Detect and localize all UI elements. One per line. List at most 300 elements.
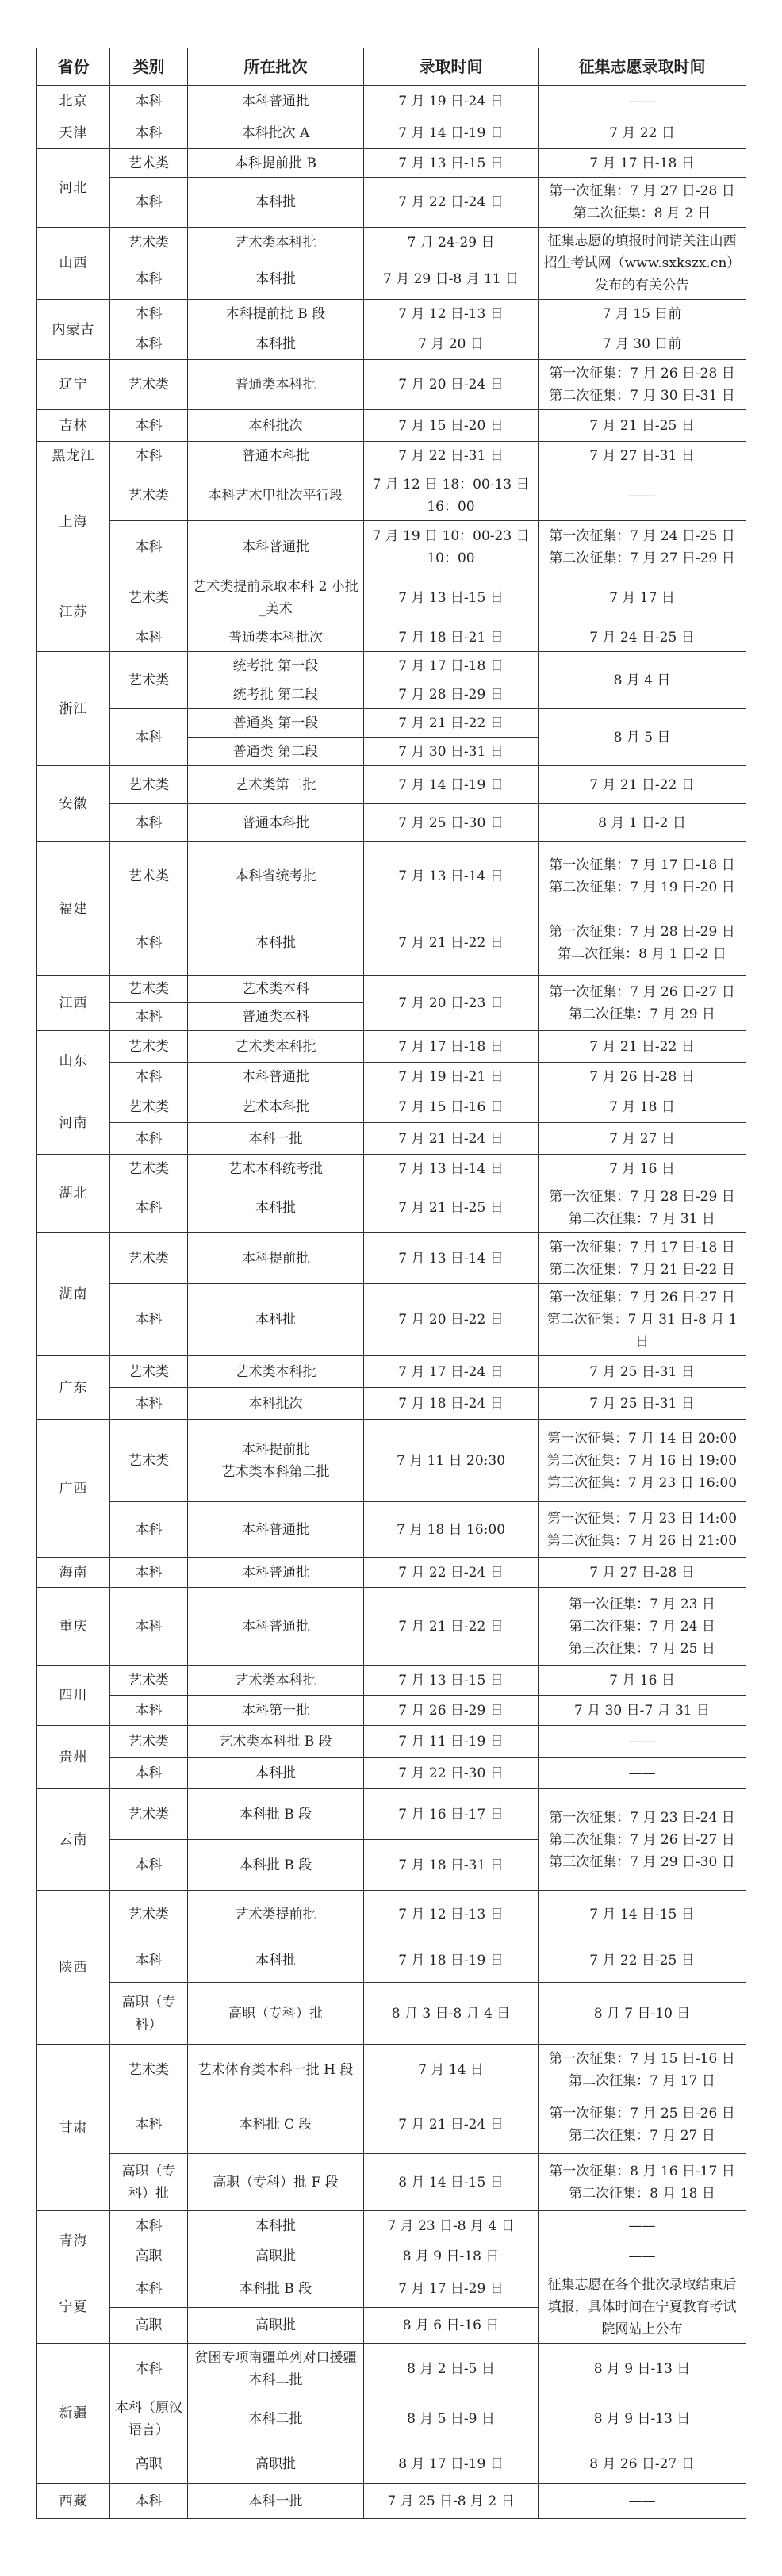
admission-time-cell: 7 月 15 日-20 日 (364, 410, 539, 442)
category-cell: 本科 (110, 86, 188, 117)
table-row (37, 470, 746, 521)
batch-cell: 本科艺术甲批次平行段 (188, 470, 364, 521)
supplementary-time-cell: —— (539, 1758, 746, 1789)
province-cell: 山西 (37, 228, 110, 300)
category-cell: 本科 (110, 1502, 188, 1558)
supplementary-time-cell: 第一次征集：7 月 28 日-29 日 第二次征集：7 月 31 日 (539, 1183, 746, 1233)
table-row (37, 623, 746, 652)
batch-cell: 本科批 (188, 178, 364, 228)
batch-cell: 本科批 B 段 (188, 2271, 364, 2308)
admission-time-cell: 7 月 22 日-30 日 (364, 1758, 539, 1789)
table-row (37, 1666, 746, 1696)
batch-cell: 艺术类本科批 B 段 (188, 1726, 364, 1758)
batch-cell: 本科普通批 (188, 86, 364, 117)
table-row (37, 521, 746, 573)
category-cell: 艺术类 (110, 1233, 188, 1284)
province-cell: 河北 (37, 149, 110, 228)
category-cell: 艺术类 (110, 2045, 188, 2095)
supplementary-time-cell: 7 月 15 日前 (539, 300, 746, 328)
category-cell: 本科 (110, 1063, 188, 1091)
table-row (37, 328, 746, 360)
admission-time-cell: 7 月 21 日-24 日 (364, 2095, 539, 2154)
supplementary-time-cell: 7 月 30 日前 (539, 328, 746, 360)
admission-time-cell: 7 月 11 日 20:30 (364, 1420, 539, 1502)
admission-time-cell: 7 月 30 日-31 日 (364, 738, 539, 766)
supplementary-time-cell: —— (539, 2484, 746, 2519)
supplementary-time-cell: 7 月 16 日 (539, 1155, 746, 1183)
batch-cell: 本科普通批 (188, 521, 364, 573)
supplementary-time-cell: 7 月 14 日-15 日 (539, 1891, 746, 1938)
supplementary-time-cell: 7 月 25 日-31 日 (539, 1356, 746, 1388)
category-cell: 艺术类 (110, 976, 188, 1003)
province-cell: 吉林 (37, 410, 110, 442)
supplementary-time-cell: 7 月 22 日-25 日 (539, 1938, 746, 1983)
admission-time-cell: 8 月 6 日-16 日 (364, 2307, 539, 2344)
category-cell: 本科 (110, 300, 188, 328)
table-row (37, 1789, 746, 1840)
table-row (37, 2344, 746, 2394)
table-row (37, 149, 746, 178)
batch-cell: 艺术类提前批 (188, 1891, 364, 1938)
table-row (37, 804, 746, 842)
table-row (37, 178, 746, 228)
table-row (37, 1588, 746, 1666)
batch-cell: 高职批 (188, 2307, 364, 2344)
supplementary-time-cell: 7 月 26 日-28 日 (539, 1063, 746, 1091)
category-cell: 艺术类 (110, 1726, 188, 1758)
table-row (37, 1558, 746, 1588)
table-row (37, 1233, 746, 1284)
admission-time-cell: 7 月 18 日-31 日 (364, 1840, 539, 1891)
supplementary-time-cell: 第一次征集：7 月 17 日-18 日 第二次征集：7 月 21 日-22 日 (539, 1233, 746, 1284)
batch-cell: 艺术类提前录取本科 2 小批_美术 (188, 573, 364, 623)
admission-time-cell: 7 月 22 日-31 日 (364, 442, 539, 470)
batch-cell: 普通本科批 (188, 804, 364, 842)
supplementary-time-cell: 第一次征集：7 月 27 日-28 日 第二次征集：8 月 2 日 (539, 178, 746, 228)
table-row (37, 1356, 746, 1388)
supplementary-time-cell: 8 月 9 日-13 日 (539, 2394, 746, 2444)
province-cell: 江西 (37, 976, 110, 1031)
header-row (37, 48, 746, 86)
table-row (37, 1284, 746, 1356)
batch-cell: 本科批次 (188, 410, 364, 442)
admission-time-cell: 7 月 13 日-14 日 (364, 842, 539, 910)
province-cell: 河南 (37, 1091, 110, 1155)
province-cell: 上海 (37, 470, 110, 573)
province-cell: 北京 (37, 86, 110, 117)
category-cell: 本科 (110, 178, 188, 228)
batch-cell: 普通类本科 (188, 1003, 364, 1031)
admission-time-cell: 7 月 28 日-29 日 (364, 680, 539, 709)
supplementary-time-cell: 8 月 1 日-2 日 (539, 804, 746, 842)
category-cell: 本科 (110, 2271, 188, 2308)
batch-cell: 艺术类本科批 (188, 228, 364, 259)
supplementary-time-cell: 7 月 16 日 (539, 1666, 746, 1696)
province-cell: 天津 (37, 117, 110, 149)
admission-time-cell: 8 月 9 日-18 日 (364, 2241, 539, 2271)
admission-time-cell: 8 月 2 日-5 日 (364, 2344, 539, 2394)
supplementary-time-cell: 7 月 25 日-31 日 (539, 1388, 746, 1420)
batch-cell: 本科第一批 (188, 1696, 364, 1726)
admission-time-cell: 7 月 21 日-22 日 (364, 1588, 539, 1666)
category-cell: 艺术类 (110, 1091, 188, 1123)
table-row (37, 2271, 746, 2308)
batch-cell: 本科批 (188, 1284, 364, 1356)
category-cell: 艺术类 (110, 1031, 188, 1063)
supplementary-time-cell: 7 月 18 日 (539, 1091, 746, 1123)
admission-time-cell: 7 月 13 日-15 日 (364, 1666, 539, 1696)
table-row (37, 2095, 746, 2154)
table-row (37, 1696, 746, 1726)
admission-time-cell: 7 月 25 日-8 月 2 日 (364, 2484, 539, 2519)
admission-time-cell: 7 月 29 日-8 月 11 日 (364, 259, 539, 299)
table-row (37, 360, 746, 410)
admission-time-cell: 7 月 12 日 18：00-13 日 16：00 (364, 470, 539, 521)
admission-time-cell: 7 月 19 日 10：00-23 日 10：00 (364, 521, 539, 573)
category-cell: 本科 (110, 1696, 188, 1726)
supplementary-time-cell: 第一次征集：8 月 16 日-17 日 第二次征集：8 月 18 日 (539, 2154, 746, 2211)
supplementary-time-cell: 第一次征集：7 月 14 日 20:00 第二次征集：7 月 16 日 19:00 第三次征集：7 月 23 日 16:00 (539, 1420, 746, 1502)
batch-cell: 艺术本科批 (188, 1091, 364, 1123)
province-cell: 山东 (37, 1031, 110, 1091)
table-row (37, 2154, 746, 2211)
batch-cell: 本科普通批 (188, 1063, 364, 1091)
batch-cell: 普通类本科批 (188, 360, 364, 410)
batch-cell: 本科一批 (188, 1123, 364, 1155)
batch-cell: 艺术类本科批 (188, 1031, 364, 1063)
batch-cell: 本科批次 (188, 1388, 364, 1420)
admission-time-cell: 7 月 13 日-15 日 (364, 573, 539, 623)
table-row (37, 2241, 746, 2271)
admission-time-cell: 7 月 17 日-29 日 (364, 2271, 539, 2308)
batch-cell: 本科一批 (188, 2484, 364, 2519)
supplementary-time-cell: 8 月 26 日-27 日 (539, 2444, 746, 2484)
table-row (37, 442, 746, 470)
batch-cell: 本科提前批 (188, 1233, 364, 1284)
province-cell: 黑龙江 (37, 442, 110, 470)
admission-time-cell: 8 月 5 日-9 日 (364, 2394, 539, 2444)
batch-cell: 本科普通批 (188, 1558, 364, 1588)
province-cell: 湖南 (37, 1233, 110, 1356)
batch-cell: 统考批 第二段 (188, 680, 364, 709)
category-cell: 本科 (110, 1758, 188, 1789)
table-row (37, 1502, 746, 1558)
supplementary-time-cell: 第一次征集：7 月 15 日-16 日 第二次征集：7 月 17 日 (539, 2045, 746, 2095)
category-cell: 本科 (110, 1938, 188, 1983)
batch-cell: 本科批 (188, 1938, 364, 1983)
category-cell: 本科 (110, 410, 188, 442)
batch-cell: 普通类 第二段 (188, 738, 364, 766)
admission-time-cell: 7 月 17 日-18 日 (364, 652, 539, 680)
supplementary-time-cell: 第一次征集：7 月 26 日-27 日 第二次征集：7 月 31 日-8 月 1 日 (539, 1284, 746, 1356)
batch-cell: 本科批 (188, 2211, 364, 2241)
province-cell: 海南 (37, 1558, 110, 1588)
province-cell: 西藏 (37, 2484, 110, 2519)
table-row (37, 1726, 746, 1758)
admission-time-cell: 7 月 24-29 日 (364, 228, 539, 259)
admission-time-cell: 7 月 23 日-8 月 4 日 (364, 2211, 539, 2241)
category-cell: 高职 (110, 2241, 188, 2271)
batch-cell: 本科批 (188, 259, 364, 299)
batch-cell: 高职（专科）批 (188, 1983, 364, 2045)
admission-time-cell: 7 月 18 日-21 日 (364, 623, 539, 652)
category-cell: 本科 (110, 259, 188, 299)
admission-time-cell: 7 月 25 日-30 日 (364, 804, 539, 842)
supplementary-time-cell: 8 月 7 日-10 日 (539, 1983, 746, 2045)
province-cell: 宁夏 (37, 2271, 110, 2344)
batch-cell: 本科批 (188, 910, 364, 976)
province-cell: 湖北 (37, 1155, 110, 1233)
category-cell: 艺术类 (110, 1666, 188, 1696)
batch-cell: 艺术体育类本科一批 H 段 (188, 2045, 364, 2095)
category-cell: 艺术类 (110, 573, 188, 623)
batch-cell: 本科普通批 (188, 1588, 364, 1666)
table-row (37, 300, 746, 328)
admission-time-cell: 7 月 20 日-22 日 (364, 1284, 539, 1356)
batch-cell: 本科批 B 段 (188, 1789, 364, 1840)
supplementary-time-cell: 7 月 17 日 (539, 573, 746, 623)
category-cell: 艺术类 (110, 228, 188, 259)
category-cell: 本科 (110, 442, 188, 470)
category-cell: 高职 (110, 2307, 188, 2344)
admission-time-cell: 7 月 18 日-19 日 (364, 1938, 539, 1983)
province-cell: 内蒙古 (37, 300, 110, 360)
batch-cell: 贫困专项南疆单列对口援疆本科二批 (188, 2344, 364, 2394)
header-batch: 所在批次 (188, 48, 364, 86)
province-cell: 福建 (37, 842, 110, 976)
province-cell: 甘肃 (37, 2045, 110, 2211)
batch-cell: 本科批 B 段 (188, 1840, 364, 1891)
table-row (37, 2394, 746, 2444)
supplementary-time-cell: 7 月 21 日-22 日 (539, 766, 746, 804)
supplementary-time-cell: —— (539, 470, 746, 521)
category-cell: 本科 (110, 328, 188, 360)
category-cell: 本科 (110, 709, 188, 766)
province-cell: 广东 (37, 1356, 110, 1420)
supplementary-time-cell: 7 月 22 日 (539, 117, 746, 149)
admission-time-cell: 7 月 14 日-19 日 (364, 117, 539, 149)
batch-cell: 普通本科批 (188, 442, 364, 470)
table-body (37, 86, 746, 2519)
table-row (37, 117, 746, 149)
admission-time-cell: 7 月 21 日-24 日 (364, 1123, 539, 1155)
supplementary-time-cell: 7 月 27 日 (539, 1123, 746, 1155)
admission-time-cell: 8 月 17 日-19 日 (364, 2444, 539, 2484)
supplementary-time-cell: 第一次征集：7 月 25 日-26 日 第二次征集：7 月 27 日 (539, 2095, 746, 2154)
category-cell: 本科 (110, 117, 188, 149)
province-cell: 江苏 (37, 573, 110, 652)
batch-cell: 艺术类本科批 (188, 1356, 364, 1388)
batch-cell: 本科批 (188, 1183, 364, 1233)
province-cell: 四川 (37, 1666, 110, 1726)
batch-cell: 艺术本科统考批 (188, 1155, 364, 1183)
table-row (37, 1420, 746, 1502)
table-row (37, 2211, 746, 2241)
supplementary-time-cell: 第一次征集：7 月 17 日-18 日 第二次征集：7 月 19 日-20 日 (539, 842, 746, 910)
admission-time-cell: 7 月 14 日-19 日 (364, 766, 539, 804)
supplementary-time-cell: 7 月 17 日-18 日 (539, 149, 746, 178)
category-cell: 本科 (110, 1388, 188, 1420)
table-row (37, 1388, 746, 1420)
table-row (37, 910, 746, 976)
batch-cell: 本科批 (188, 328, 364, 360)
table-row (37, 1063, 746, 1091)
category-cell: 本科（原汉语言） (110, 2394, 188, 2444)
category-cell: 艺术类 (110, 149, 188, 178)
supplementary-time-cell: 第一次征集：7 月 23 日-24 日 第二次征集：7 月 26 日-27 日 第三次征集：7 月 29 日-30 日 (539, 1789, 746, 1891)
admission-time-cell: 7 月 21 日-22 日 (364, 709, 539, 738)
admission-time-cell: 7 月 19 日-21 日 (364, 1063, 539, 1091)
category-cell: 本科 (110, 1284, 188, 1356)
supplementary-time-cell: 8 月 9 日-13 日 (539, 2344, 746, 2394)
admission-time-cell: 7 月 20 日-24 日 (364, 360, 539, 410)
admission-time-cell: 7 月 18 日 16:00 (364, 1502, 539, 1558)
batch-cell: 本科批 C 段 (188, 2095, 364, 2154)
admission-schedule-table (36, 48, 746, 2519)
category-cell: 艺术类 (110, 1891, 188, 1938)
table-row (37, 228, 746, 259)
supplementary-time-cell: 征集志愿在各个批次录取结束后填报，具体时间在宁夏教育考试院网站上公布 (539, 2271, 746, 2344)
category-cell: 本科 (110, 1588, 188, 1666)
province-cell: 辽宁 (37, 360, 110, 410)
header-admission-time: 录取时间 (364, 48, 539, 86)
table-row (37, 1891, 746, 1938)
batch-cell: 本科批次 A (188, 117, 364, 149)
supplementary-time-cell: 第一次征集：7 月 24 日-25 日 第二次征集：7 月 27 日-29 日 (539, 521, 746, 573)
table-row (37, 1155, 746, 1183)
province-cell: 新疆 (37, 2344, 110, 2484)
category-cell: 本科 (110, 1558, 188, 1588)
category-cell: 本科 (110, 804, 188, 842)
table-row (37, 766, 746, 804)
category-cell: 本科 (110, 2211, 188, 2241)
category-cell: 本科 (110, 1840, 188, 1891)
batch-cell: 本科提前批 B (188, 149, 364, 178)
province-cell: 贵州 (37, 1726, 110, 1789)
category-cell: 艺术类 (110, 842, 188, 910)
batch-cell: 本科省统考批 (188, 842, 364, 910)
batch-cell: 本科普通批 (188, 1502, 364, 1558)
supplementary-time-cell: 8 月 5 日 (539, 709, 746, 766)
supplementary-time-cell: 7 月 30 日-7 月 31 日 (539, 1696, 746, 1726)
supplementary-time-cell: 第一次征集：7 月 23 日 第二次征集：7 月 24 日 第三次征集：7 月 25 日 (539, 1588, 746, 1666)
table-row (37, 1983, 746, 2045)
supplementary-time-cell: —— (539, 86, 746, 117)
admission-time-cell: 7 月 21 日-25 日 (364, 1183, 539, 1233)
province-cell: 广西 (37, 1420, 110, 1558)
table-row (37, 976, 746, 1003)
supplementary-time-cell: 第一次征集：7 月 26 日-27 日 第二次征集：7 月 29 日 (539, 976, 746, 1031)
table-row (37, 1031, 746, 1063)
table-row (37, 86, 746, 117)
table-row (37, 1938, 746, 1983)
batch-cell: 高职批 (188, 2444, 364, 2484)
header-category: 类别 (110, 48, 188, 86)
supplementary-time-cell: 7 月 24 日-25 日 (539, 623, 746, 652)
table-row (37, 2045, 746, 2095)
supplementary-time-cell: 第一次征集：7 月 28 日-29 日 第二次征集：8 月 1 日-2 日 (539, 910, 746, 976)
category-cell: 艺术类 (110, 1789, 188, 1840)
supplementary-time-cell: 7 月 21 日-22 日 (539, 1031, 746, 1063)
admission-time-cell: 7 月 26 日-29 日 (364, 1696, 539, 1726)
admission-time-cell: 7 月 21 日-22 日 (364, 910, 539, 976)
category-cell: 艺术类 (110, 766, 188, 804)
category-cell: 高职 (110, 2444, 188, 2484)
admission-time-cell: 7 月 14 日 (364, 2045, 539, 2095)
admission-time-cell: 7 月 13 日-15 日 (364, 149, 539, 178)
admission-time-cell: 7 月 20 日-23 日 (364, 976, 539, 1031)
category-cell: 本科 (110, 623, 188, 652)
batch-cell: 普通类本科批次 (188, 623, 364, 652)
table-row (37, 842, 746, 910)
admission-time-cell: 7 月 16 日-17 日 (364, 1789, 539, 1840)
supplementary-time-cell: 第一次征集：7 月 23 日 14:00 第二次征集：7 月 26 日 21:00 (539, 1502, 746, 1558)
admission-time-cell: 8 月 3 日-8 月 4 日 (364, 1983, 539, 2045)
category-cell: 艺术类 (110, 1356, 188, 1388)
table-row (37, 2444, 746, 2484)
batch-cell: 艺术类本科 (188, 976, 364, 1003)
admission-time-cell: 7 月 17 日-24 日 (364, 1356, 539, 1388)
supplementary-time-cell: —— (539, 1726, 746, 1758)
table-row (37, 1183, 746, 1233)
supplementary-time-cell: 7 月 27 日-28 日 (539, 1558, 746, 1588)
admission-time-cell: 7 月 17 日-18 日 (364, 1031, 539, 1063)
batch-cell: 本科批 (188, 1758, 364, 1789)
supplementary-time-cell: 7 月 21 日-25 日 (539, 410, 746, 442)
table-row (37, 410, 746, 442)
batch-cell: 高职批 (188, 2241, 364, 2271)
batch-cell: 高职（专科）批 F 段 (188, 2154, 364, 2211)
admission-time-cell: 7 月 20 日 (364, 328, 539, 360)
table-row (37, 652, 746, 680)
admission-time-cell: 7 月 22 日-24 日 (364, 178, 539, 228)
admission-time-cell: 8 月 14 日-15 日 (364, 2154, 539, 2211)
header-supplementary-time: 征集志愿录取时间 (539, 48, 746, 86)
table-row (37, 1123, 746, 1155)
admission-time-cell: 7 月 13 日-14 日 (364, 1155, 539, 1183)
supplementary-time-cell: —— (539, 2211, 746, 2241)
admission-time-cell: 7 月 19 日-24 日 (364, 86, 539, 117)
batch-cell: 本科提前批 B 段 (188, 300, 364, 328)
supplementary-time-cell: 征集志愿的填报时间请关注山西招生考试网（www.sxkszx.cn）发布的有关公告 (539, 228, 746, 300)
supplementary-time-cell: 8 月 4 日 (539, 652, 746, 709)
admission-time-cell: 7 月 12 日-13 日 (364, 1891, 539, 1938)
table-row (37, 573, 746, 623)
province-cell: 重庆 (37, 1588, 110, 1666)
category-cell: 本科 (110, 2484, 188, 2519)
province-cell: 浙江 (37, 652, 110, 766)
table-row (37, 709, 746, 738)
category-cell: 本科 (110, 910, 188, 976)
category-cell: 高职（专科） (110, 1983, 188, 2045)
supplementary-time-cell: 7 月 27 日-31 日 (539, 442, 746, 470)
admission-time-cell: 7 月 11 日-19 日 (364, 1726, 539, 1758)
province-cell: 青海 (37, 2211, 110, 2271)
table-row (37, 1091, 746, 1123)
admission-time-cell: 7 月 18 日-24 日 (364, 1388, 539, 1420)
category-cell: 艺术类 (110, 1155, 188, 1183)
admission-time-cell: 7 月 12 日-13 日 (364, 300, 539, 328)
category-cell: 本科 (110, 1183, 188, 1233)
category-cell: 艺术类 (110, 1420, 188, 1502)
supplementary-time-cell: 第一次征集：7 月 26 日-28 日 第二次征集：7 月 30 日-31 日 (539, 360, 746, 410)
category-cell: 本科 (110, 2095, 188, 2154)
batch-cell: 统考批 第一段 (188, 652, 364, 680)
category-cell: 艺术类 (110, 470, 188, 521)
batch-cell: 本科提前批 艺术类本科第二批 (188, 1420, 364, 1502)
table-row (37, 2484, 746, 2519)
admission-time-cell: 7 月 22 日-24 日 (364, 1558, 539, 1588)
